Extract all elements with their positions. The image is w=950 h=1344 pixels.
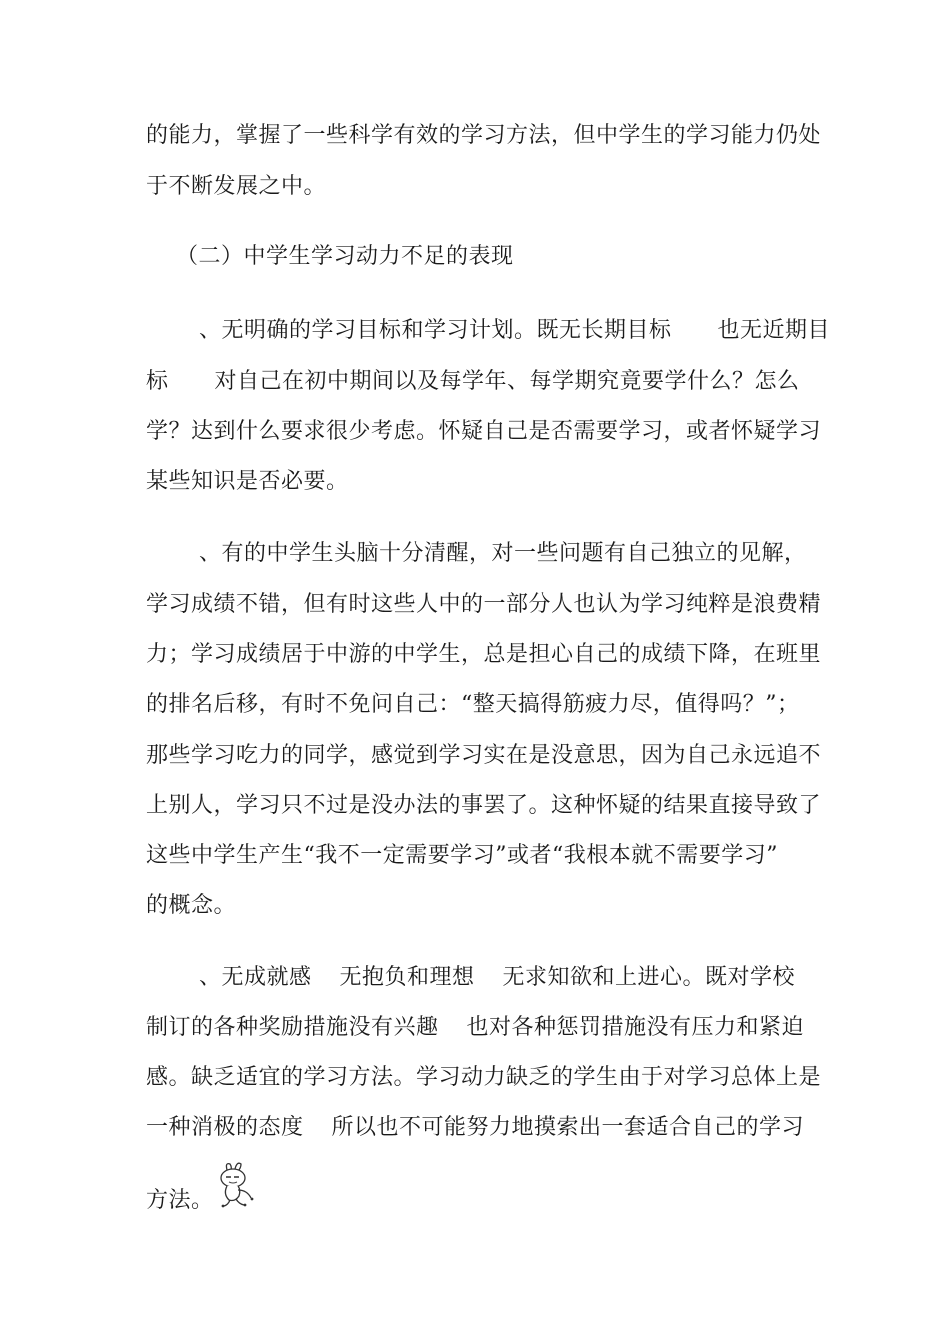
item-1-line-3: 学？达到什么要求很少考虑。怀疑自己是否需要学习，或者怀疑学习 (146, 419, 822, 444)
item-3-line-4 (146, 1113, 804, 1143)
item-1-line-2-part-b: 对自己在初中期间以及每学年、每学期究竟要学什么？怎么 (214, 369, 800, 394)
item-2-line-6: 上别人，学习只不过是没办法的事罢了。这种怀疑的结果直接导致了 (146, 793, 822, 818)
item-3-line-1 (199, 963, 795, 993)
item-3-line-1-part-a: 、无成就感 (199, 965, 312, 990)
item-3-line-1-part-c: 无求知欲和上进心。既对学校 (502, 965, 796, 990)
item-2-line-4: 的排名后移，有时不免问自己：“整天搞得筋疲力尽，值得吗？”； (146, 692, 800, 717)
item-1-line-4: 某些知识是否必要。 (146, 469, 349, 494)
item-2-line-1: 、有的中学生头脑十分清醒，对一些问题有自己独立的见解， (199, 541, 807, 566)
item-3-line-2-part-a: 制订的各种奖励措施没有兴趣 (146, 1015, 439, 1040)
item-2-line-7: 这些中学生产生“我不一定需要学习”或者“我根本就不需要学习” (146, 843, 778, 868)
item-3-line-2 (146, 1013, 804, 1043)
item-2-line-3: 力；学习成绩居于中游的中学生，总是担心自己的成绩下降，在班里 (146, 642, 822, 667)
section-heading: （二）中学生学习动力不足的表现 (176, 244, 514, 269)
item-2-line-5: 那些学习吃力的同学，感觉到学习实在是没意思，因为自己永远追不 (146, 743, 822, 768)
paragraph-1-line-1: 的能力，掌握了一些科学有效的学习方法，但中学生的学习能力仍处 (146, 123, 822, 148)
item-3-line-3: 感。缺乏适宜的学习方法。学习动力缺乏的学生由于对学习总体上是 (146, 1065, 822, 1090)
item-1-line-1 (199, 316, 830, 346)
item-1-line-1-part-b: 也无近期目 (717, 318, 831, 343)
item-1-line-2-part-a: 标 (146, 369, 169, 394)
cartoon-rabbit-icon (213, 1160, 259, 1208)
item-3-line-4-part-a: 一种消极的态度 (146, 1115, 304, 1140)
item-2-line-2: 学习成绩不错，但有时这些人中的一部分人也认为学习纯粹是浪费精 (146, 592, 822, 617)
item-3-line-2-part-b: 也对各种惩罚措施没有压力和紧迫 (466, 1015, 805, 1040)
item-1-line-2 (146, 367, 800, 397)
item-3-line-5: 方法。 (146, 1188, 214, 1213)
paragraph-1-line-2: 于不断发展之中。 (146, 174, 327, 199)
item-3-line-1-part-b: 无抱负和理想 (339, 965, 475, 990)
item-1-line-1-part-a: 、无明确的学习目标和学习计划。既无长期目标 (199, 318, 672, 343)
item-3-line-4-part-b: 所以也不可能努力地摸索出一套适合自己的学习 (331, 1115, 805, 1140)
item-2-line-8: 的概念。 (146, 893, 237, 918)
